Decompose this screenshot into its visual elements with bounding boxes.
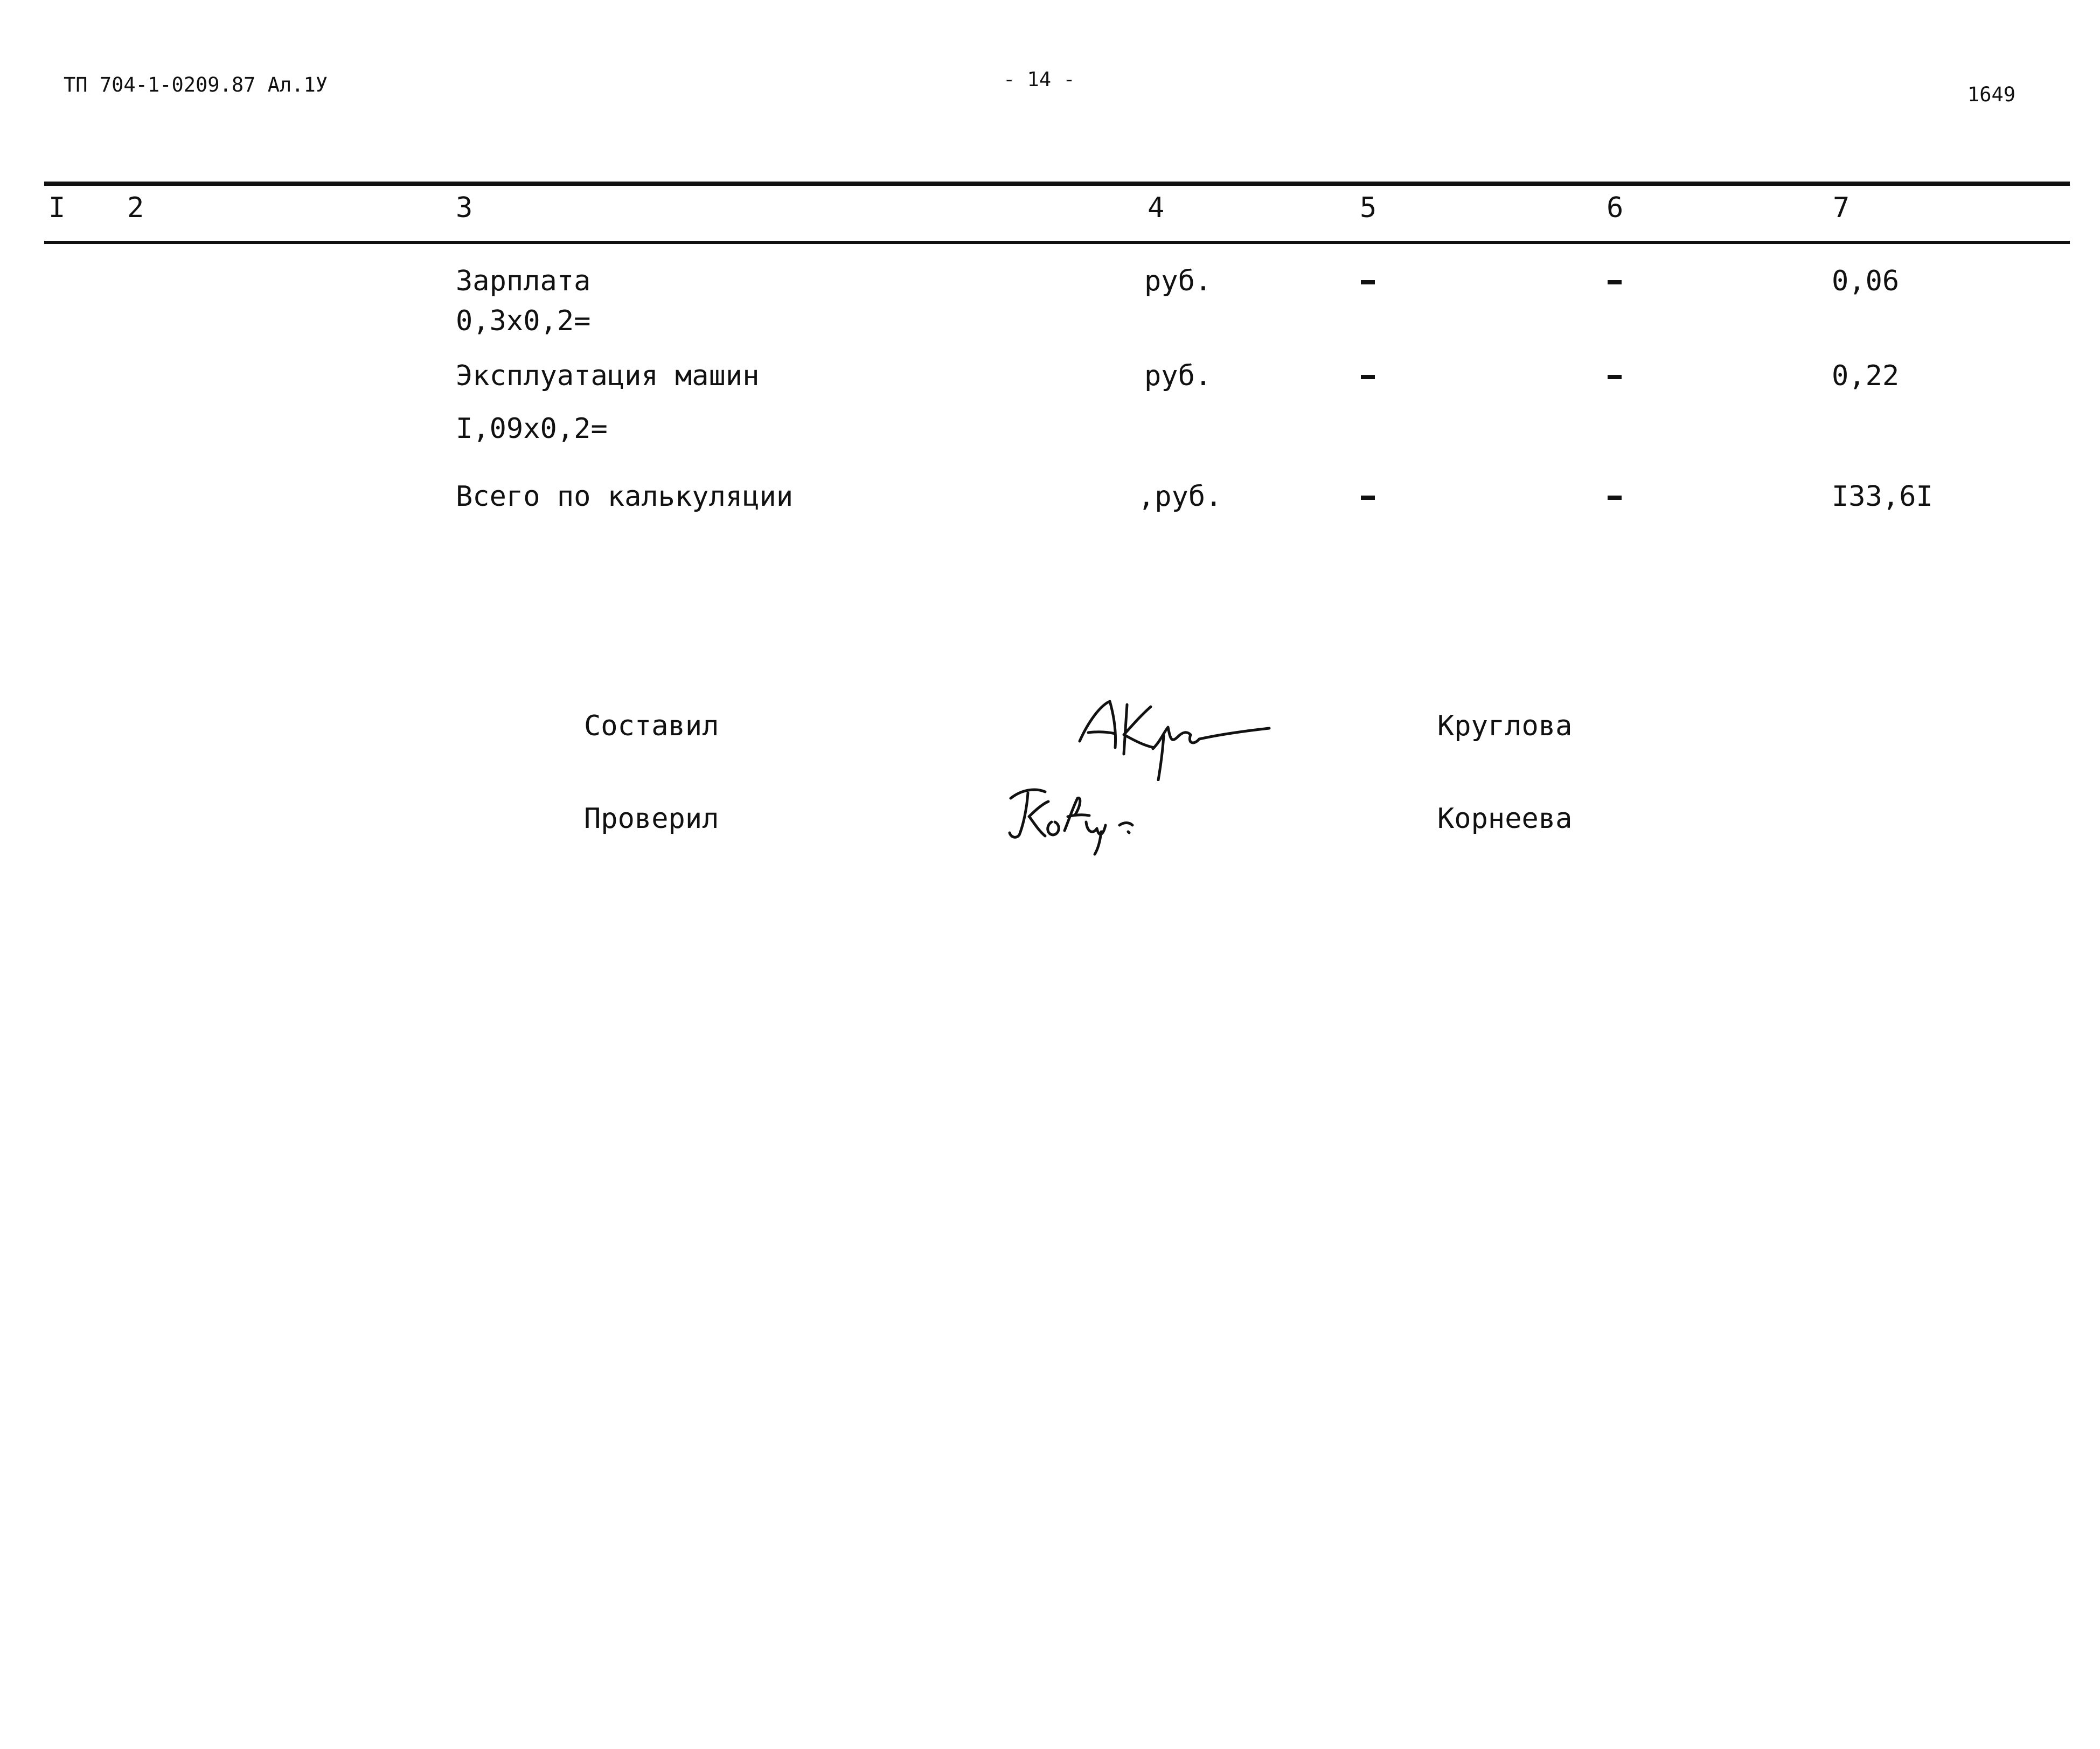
column-header-3: 3 (456, 192, 473, 224)
item-value: 0,06 (1832, 265, 1900, 297)
item-col5-dash (1361, 280, 1375, 284)
item-formula: I,09х0,2= (456, 413, 608, 445)
total-label: Всего по калькуляции (456, 480, 794, 513)
total-value: I33,6I (1832, 480, 1933, 513)
item-name: Эксплуатация машин (456, 360, 760, 392)
item-col5-dash (1361, 375, 1375, 379)
table-top-rule (44, 182, 2070, 186)
composed-by-name: Круглова (1437, 710, 1573, 742)
sheet-number: 1649 (1967, 83, 2016, 106)
total-col5-dash (1361, 496, 1375, 500)
column-header-6: 6 (1607, 192, 1624, 224)
item-formula: 0,3х0,2= (456, 305, 591, 337)
checked-by-label: Проверил (584, 803, 719, 835)
column-header-2: 2 (127, 192, 144, 224)
item-value: 0,22 (1832, 360, 1900, 392)
checked-by-signature (1005, 782, 1167, 858)
column-header-7: 7 (1833, 192, 1850, 224)
item-col6-dash (1608, 280, 1622, 284)
composed-by-label: Составил (584, 710, 719, 742)
composed-by-signature (1072, 689, 1277, 781)
item-unit: руб. (1144, 360, 1212, 392)
checked-by-name: Корнеева (1437, 803, 1573, 835)
item-name: Зарплата (456, 265, 591, 297)
page-number: - 14 - (1003, 68, 1075, 91)
item-col6-dash (1608, 375, 1622, 379)
item-unit: руб. (1144, 265, 1212, 297)
total-col6-dash (1608, 496, 1622, 500)
total-unit: ,руб. (1138, 480, 1222, 513)
column-header-1: I (48, 192, 66, 224)
column-header-4: 4 (1148, 192, 1165, 224)
table-header-rule (44, 241, 2070, 244)
document-code: ТП 704-1-0209.87 Ал.1У (64, 73, 328, 96)
column-header-5: 5 (1360, 192, 1377, 224)
